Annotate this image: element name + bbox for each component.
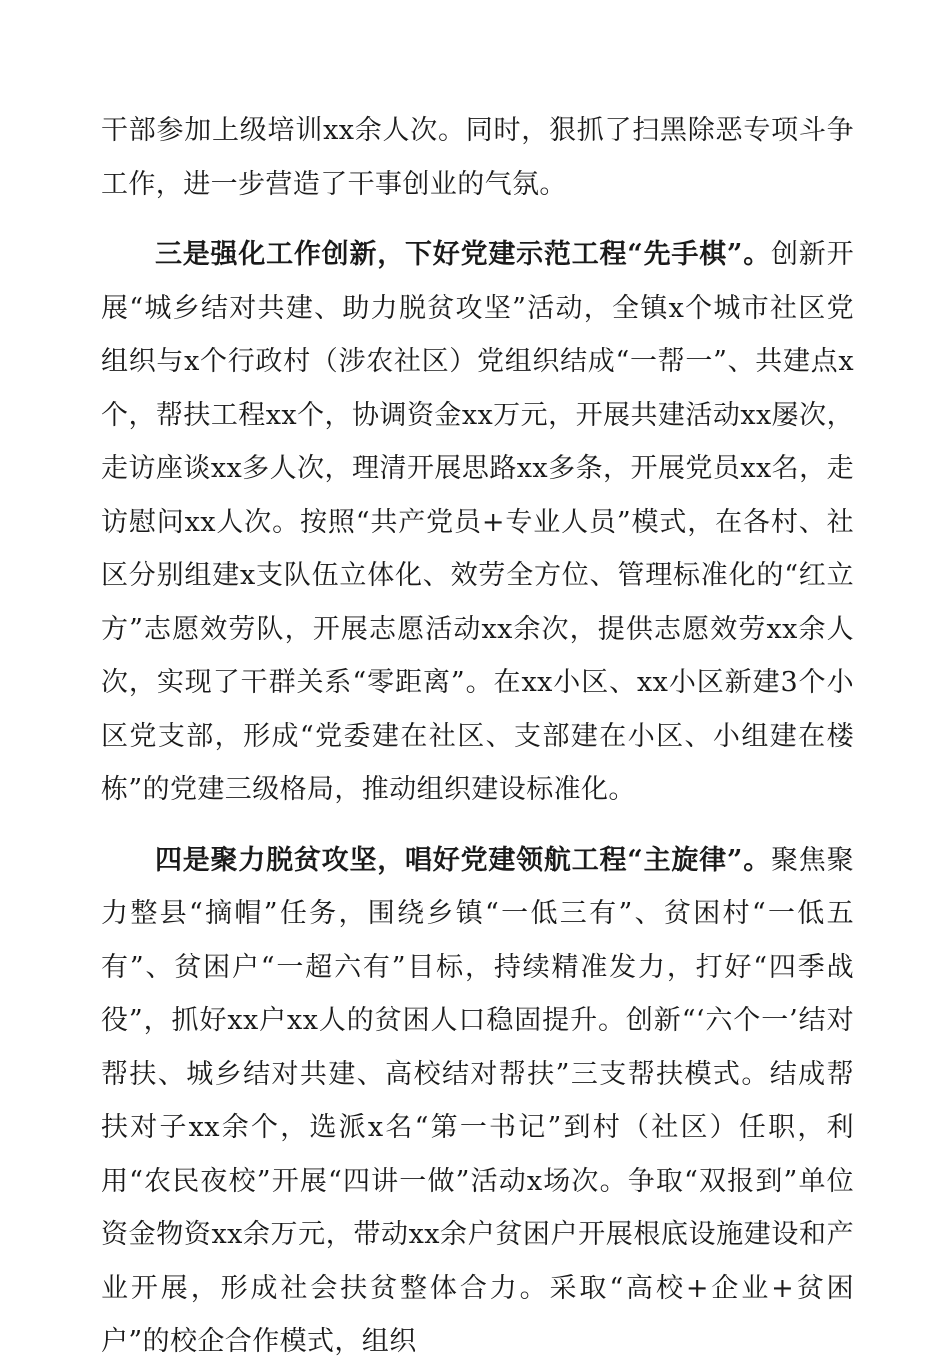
paragraph-body: 创新开展“城乡结对共建、助力脱贫攻坚”活动，全镇x个城市社区党组织与x个行政村（涉农社区）党组织结成“一帮一”、共建点x个，帮扶工程xx个，协调资金xx万元，开展共建活动xx屡次，走访座谈xx多人次，理清开展思路xx多条，开展党员xx名，走访慰问xx人次。按照“共产党员+专业人员”模式，在各村、社区分别组建x支队伍立体化、效劳全方位、管理标准化的“红立方”志愿效劳队，开展志愿活动xx余次，提供志愿效劳xx余人次，实现了干群关系“零距离”。在xx小区、xx小区新建3个小区党支部，形成“党委建在社区、支部建在小区、小组建在楼栋”的党建三级格局，推动组织建设标准化。 (101, 239, 854, 805)
paragraph-heading: 三是强化工作创新，下好党建示范工程“先手棋”。 (155, 239, 772, 270)
paragraph-continuation (101, 104, 854, 211)
paragraph-work-innovation (101, 228, 854, 817)
paragraph-poverty-alleviation (101, 834, 854, 1369)
paragraph-body: 聚焦聚力整县“摘帽”任务，围绕乡镇“一低三有”、贫困村“一低五有”、贫困户“一超六有”目标，持续精准发力，打好“四季战役”，抓好xx户xx人的贫困人口稳固提升。创新“‘六个一’结对帮扶、城乡结对共建、高校结对帮扶”三支帮扶模式。结成帮扶对子xx余个，选派x名“第一书记”到村（社区）任职，利用“农民夜校”开展“四讲一做”活动x场次。争取“双报到”单位资金物资xx余万元，带动xx余户贫困户开展根底设施建设和产业开展，形成社会扶贫整体合力。采取“高校+企业+贫困户”的校企合作模式，组织 (101, 844, 854, 1357)
paragraph-heading: 四是聚力脱贫攻坚，唱好党建领航工程“主旋律”。 (155, 844, 772, 876)
paragraph-body: 干部参加上级培训xx余人次。同时，狠抓了扫黑除恶专项斗争工作，进一步营造了干事创业的气氛。 (101, 115, 854, 200)
